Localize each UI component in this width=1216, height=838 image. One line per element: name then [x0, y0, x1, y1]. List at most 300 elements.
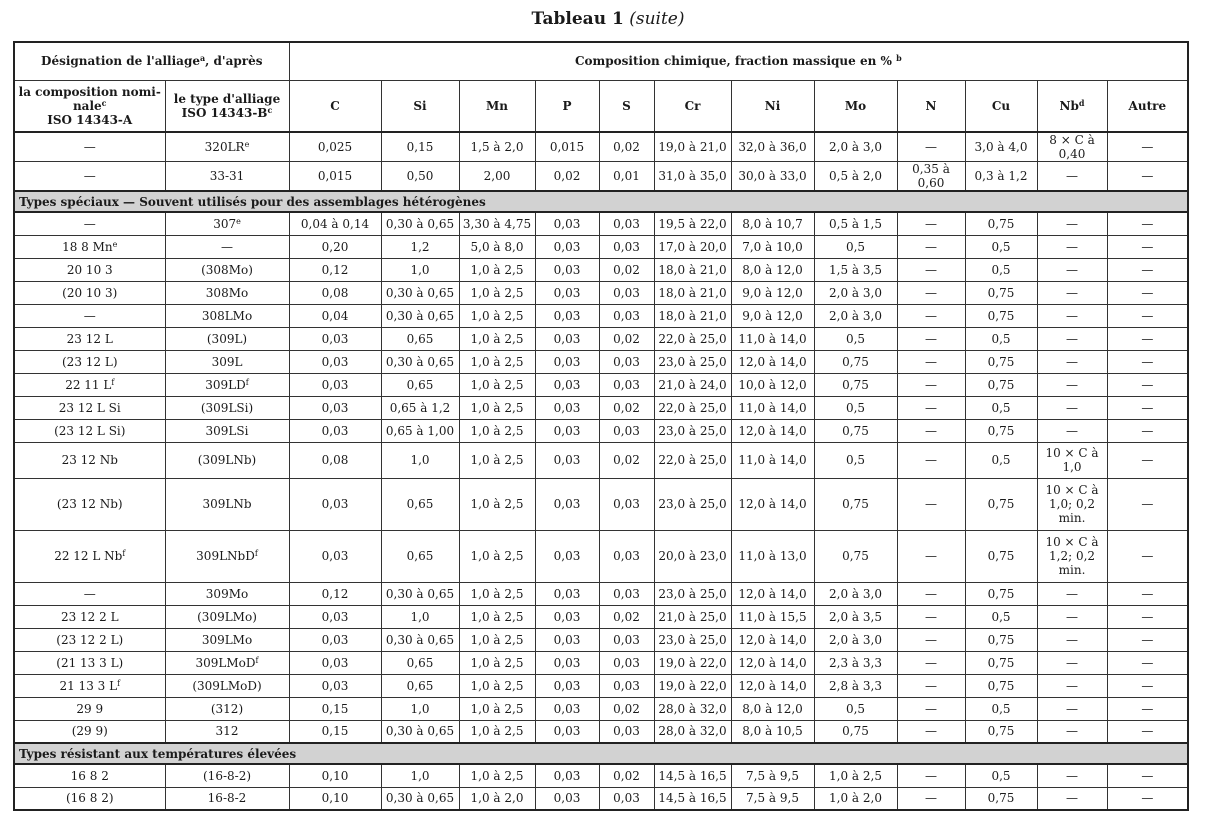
value-cell: —	[897, 304, 965, 327]
value-cell: 0,04 à 0,14	[289, 212, 381, 235]
value-cell: 0,75	[965, 281, 1037, 304]
value-cell: —	[897, 212, 965, 235]
value-cell: 0,5	[965, 235, 1037, 258]
value-cell: 1,0 à 2,5	[459, 674, 535, 697]
value-cell: —	[1037, 258, 1107, 281]
nominal-composition-cell: (23 12 L Si)	[14, 419, 165, 442]
value-cell: 8,0 à 10,5	[731, 720, 814, 743]
value-cell: 0,65 à 1,00	[381, 419, 459, 442]
value-cell: 1,0 à 2,5	[459, 281, 535, 304]
value-cell: 0,30 à 0,65	[381, 304, 459, 327]
value-cell: 0,04	[289, 304, 381, 327]
value-cell: —	[897, 350, 965, 373]
value-cell: 1,5 à 2,0	[459, 132, 535, 162]
value-cell: 1,0	[381, 764, 459, 787]
value-cell: 0,03	[289, 327, 381, 350]
value-cell: 23,0 à 25,0	[654, 628, 731, 651]
value-cell: 2,0 à 3,0	[814, 132, 897, 162]
designation-header: Désignation de l'alliage$^a$, d'après	[14, 42, 289, 80]
value-cell: —	[1037, 419, 1107, 442]
value-cell: —	[1037, 373, 1107, 396]
table-row	[14, 530, 1188, 582]
value-cell: 0,03	[535, 327, 599, 350]
value-cell: 0,75	[965, 212, 1037, 235]
value-cell: 11,0 à 14,0	[731, 396, 814, 419]
value-cell: —	[1037, 674, 1107, 697]
value-cell: 2,0 à 3,0	[814, 582, 897, 605]
value-cell: 0,03	[599, 478, 654, 530]
value-cell: 1,0 à 2,5	[459, 373, 535, 396]
value-cell: 0,01	[599, 162, 654, 192]
value-cell: 0,03	[535, 235, 599, 258]
value-cell: 0,03	[535, 674, 599, 697]
alloy-type-cell: (309L)	[165, 327, 289, 350]
value-cell: 0,03	[289, 478, 381, 530]
value-cell: 21,0 à 24,0	[654, 373, 731, 396]
value-cell: —	[897, 419, 965, 442]
value-cell: —	[1037, 162, 1107, 192]
value-cell: 1,0 à 2,5	[459, 419, 535, 442]
value-cell: 28,0 à 32,0	[654, 697, 731, 720]
value-cell: 0,75	[965, 419, 1037, 442]
value-cell: 7,5 à 9,5	[731, 764, 814, 787]
value-cell: 0,30 à 0,65	[381, 281, 459, 304]
alloy-type-cell: (309LMoD)	[165, 674, 289, 697]
value-cell: 9,0 à 12,0	[731, 281, 814, 304]
value-cell: 0,03	[599, 787, 654, 810]
value-cell: 8,0 à 12,0	[731, 258, 814, 281]
value-cell: 0,30 à 0,65	[381, 582, 459, 605]
value-cell: 19,0 à 22,0	[654, 674, 731, 697]
value-cell: —	[1107, 419, 1188, 442]
value-cell: 0,75	[965, 582, 1037, 605]
value-cell: 2,00	[459, 162, 535, 192]
value-cell: 8 × C à 0,40	[1037, 132, 1107, 162]
value-cell: 5,0 à 8,0	[459, 235, 535, 258]
value-cell: 12,0 à 14,0	[731, 350, 814, 373]
value-cell: 0,03	[535, 697, 599, 720]
value-cell: 0,03	[599, 651, 654, 674]
value-cell: 23,0 à 25,0	[654, 582, 731, 605]
value-cell: —	[897, 697, 965, 720]
table-row	[14, 212, 1188, 235]
value-cell: 0,03	[535, 350, 599, 373]
value-cell: 0,03	[599, 530, 654, 582]
value-cell: —	[1037, 396, 1107, 419]
nominal-composition-cell: 18 8 Mn$^e$	[14, 235, 165, 258]
value-cell: 1,2	[381, 235, 459, 258]
value-cell: 1,0	[381, 697, 459, 720]
alloy-type-cell: $320LR^e$	[165, 132, 289, 162]
table-row	[14, 373, 1188, 396]
value-cell: 0,03	[535, 304, 599, 327]
value-cell: 23,0 à 25,0	[654, 478, 731, 530]
value-cell: 22,0 à 25,0	[654, 327, 731, 350]
value-cell: 0,03	[535, 764, 599, 787]
value-cell: 1,0	[381, 605, 459, 628]
table-row	[14, 419, 1188, 442]
table-row	[14, 350, 1188, 373]
value-cell: 0,03	[599, 582, 654, 605]
value-cell: —	[897, 582, 965, 605]
nominal-composition-cell: (16 8 2)	[14, 787, 165, 810]
value-cell: 1,0 à 2,5	[459, 764, 535, 787]
alloy-type-cell: 309LSi	[165, 419, 289, 442]
value-cell: 1,0 à 2,5	[459, 350, 535, 373]
value-cell: 14,5 à 16,5	[654, 764, 731, 787]
alloy-type-cell: 308LMo	[165, 304, 289, 327]
value-cell: 7,5 à 9,5	[731, 787, 814, 810]
value-cell: 22,0 à 25,0	[654, 396, 731, 419]
value-cell: —	[1107, 373, 1188, 396]
value-cell: —	[1107, 350, 1188, 373]
element-header: Nb$^d$	[1037, 80, 1107, 132]
value-cell: 0,5	[965, 396, 1037, 419]
value-cell: —	[897, 396, 965, 419]
value-cell: —	[1037, 651, 1107, 674]
value-cell: —	[1107, 697, 1188, 720]
value-cell: 0,02	[535, 162, 599, 192]
alloy-type-cell: 312	[165, 720, 289, 743]
value-cell: —	[1037, 720, 1107, 743]
value-cell: 2,0 à 3,0	[814, 628, 897, 651]
value-cell: 0,75	[965, 478, 1037, 530]
nominal-composition-cell: 23 12 Nb	[14, 442, 165, 478]
value-cell: 1,0 à 2,5	[459, 530, 535, 582]
value-cell: 0,75	[965, 628, 1037, 651]
value-cell: 0,30 à 0,65	[381, 212, 459, 235]
value-cell: 10 × C à 1,0; 0,2 min.	[1037, 478, 1107, 530]
value-cell: 0,75	[814, 373, 897, 396]
value-cell: 0,02	[599, 442, 654, 478]
value-cell: —	[1107, 162, 1188, 192]
value-cell: —	[1037, 281, 1107, 304]
alloy-type-cell: 33-31	[165, 162, 289, 192]
value-cell: 1,5 à 3,5	[814, 258, 897, 281]
table-row	[14, 582, 1188, 605]
value-cell: —	[1037, 787, 1107, 810]
table-row	[14, 478, 1188, 530]
value-cell: —	[1107, 281, 1188, 304]
value-cell: —	[897, 373, 965, 396]
value-cell: 11,0 à 14,0	[731, 442, 814, 478]
value-cell: 0,03	[535, 396, 599, 419]
value-cell: 0,15	[289, 697, 381, 720]
value-cell: 0,03	[599, 235, 654, 258]
value-cell: 0,5	[965, 764, 1037, 787]
value-cell: 7,0 à 10,0	[731, 235, 814, 258]
value-cell: 0,65	[381, 478, 459, 530]
value-cell: 0,03	[535, 373, 599, 396]
table-row	[14, 697, 1188, 720]
value-cell: 1,0 à 2,0	[814, 787, 897, 810]
nominal-composition-cell: 22 11 $L^f$	[14, 373, 165, 396]
value-cell: 23,0 à 25,0	[654, 350, 731, 373]
alloy-type-cell: 308Mo	[165, 281, 289, 304]
value-cell: —	[1107, 530, 1188, 582]
value-cell: 1,0 à 2,5	[459, 442, 535, 478]
nominal-composition-cell: (21 13 3 L)	[14, 651, 165, 674]
value-cell: 0,15	[381, 132, 459, 162]
table-title-suffix: (suite)	[629, 9, 685, 29]
value-cell: 0,03	[535, 651, 599, 674]
value-cell: 17,0 à 20,0	[654, 235, 731, 258]
value-cell: 12,0 à 14,0	[731, 674, 814, 697]
element-header: C	[289, 80, 381, 132]
alloy-type-cell: (16-8-2)	[165, 764, 289, 787]
element-header: Cu	[965, 80, 1037, 132]
value-cell: —	[1107, 628, 1188, 651]
element-header: Si	[381, 80, 459, 132]
value-cell: 0,5	[965, 605, 1037, 628]
value-cell: 1,0 à 2,0	[459, 787, 535, 810]
nominal-composition-cell: —	[14, 212, 165, 235]
value-cell: 10 × C à 1,2; 0,2 min.	[1037, 530, 1107, 582]
value-cell: 0,015	[289, 162, 381, 192]
value-cell: 0,75	[965, 651, 1037, 674]
value-cell: 0,03	[289, 628, 381, 651]
element-header: Mo	[814, 80, 897, 132]
value-cell: 0,03	[535, 530, 599, 582]
value-cell: —	[897, 327, 965, 350]
value-cell: 12,0 à 14,0	[731, 419, 814, 442]
alloy-type-cell: 307e	[165, 212, 289, 235]
nominal-composition-cell: —	[14, 162, 165, 192]
element-header: Ni	[731, 80, 814, 132]
value-cell: 0,75	[965, 350, 1037, 373]
value-cell: 0,02	[599, 605, 654, 628]
nominal-composition-cell: 23 12 L	[14, 327, 165, 350]
value-cell: —	[1107, 582, 1188, 605]
value-cell: 0,75	[814, 350, 897, 373]
value-cell: 0,75	[814, 720, 897, 743]
alloy-type-cell: (308Mo)	[165, 258, 289, 281]
value-cell: —	[897, 258, 965, 281]
value-cell: 0,03	[289, 350, 381, 373]
value-cell: —	[1107, 235, 1188, 258]
value-cell: 19,0 à 22,0	[654, 651, 731, 674]
value-cell: 1,0 à 2,5	[459, 582, 535, 605]
value-cell: 0,03	[289, 396, 381, 419]
value-cell: 0,02	[599, 697, 654, 720]
table-row	[14, 162, 1188, 192]
value-cell: 0,65	[381, 373, 459, 396]
value-cell: 18,0 à 21,0	[654, 258, 731, 281]
value-cell: 0,03	[599, 419, 654, 442]
value-cell: 0,50	[381, 162, 459, 192]
value-cell: 0,02	[599, 396, 654, 419]
value-cell: 0,10	[289, 764, 381, 787]
value-cell: 0,5	[814, 327, 897, 350]
value-cell: 0,03	[535, 720, 599, 743]
table-row	[14, 628, 1188, 651]
value-cell: 0,65	[381, 327, 459, 350]
value-cell: 18,0 à 21,0	[654, 281, 731, 304]
value-cell: 28,0 à 32,0	[654, 720, 731, 743]
value-cell: 0,03	[289, 674, 381, 697]
table-row	[14, 605, 1188, 628]
value-cell: 14,5 à 16,5	[654, 787, 731, 810]
value-cell: 8,0 à 12,0	[731, 697, 814, 720]
value-cell: 0,5	[814, 235, 897, 258]
value-cell: 1,0 à 2,5	[459, 396, 535, 419]
value-cell: 0,03	[289, 605, 381, 628]
value-cell: 11,0 à 15,5	[731, 605, 814, 628]
value-cell: —	[897, 651, 965, 674]
value-cell: —	[1037, 350, 1107, 373]
value-cell: 0,03	[599, 674, 654, 697]
nominal-composition-cell: 21 13 3 $L^f$	[14, 674, 165, 697]
table-row	[14, 258, 1188, 281]
value-cell: —	[897, 132, 965, 162]
value-cell: 0,10	[289, 787, 381, 810]
value-cell: 1,0 à 2,5	[459, 628, 535, 651]
value-cell: 0,03	[535, 419, 599, 442]
alloy-type-cell: 309LNbD$^f$	[165, 530, 289, 582]
value-cell: —	[1037, 764, 1107, 787]
value-cell: 0,015	[535, 132, 599, 162]
value-cell: 12,0 à 14,0	[731, 628, 814, 651]
element-header: N	[897, 80, 965, 132]
alloy-type-cell: —	[165, 235, 289, 258]
nominal-composition-cell: 22 12 L Nb$^f$	[14, 530, 165, 582]
value-cell: 0,30 à 0,65	[381, 350, 459, 373]
value-cell: 0,75	[965, 304, 1037, 327]
value-cell: 0,03	[535, 628, 599, 651]
value-cell: 1,0 à 2,5	[459, 651, 535, 674]
value-cell: 0,02	[599, 132, 654, 162]
section-title: Types résistant aux températures élevées	[14, 743, 1188, 764]
section-title: Types spéciaux — Souvent utilisés pour des assemblages hétérogènes	[14, 191, 1188, 212]
value-cell: 8,0 à 10,7	[731, 212, 814, 235]
value-cell: 0,08	[289, 281, 381, 304]
value-cell: —	[1037, 235, 1107, 258]
value-cell: 0,03	[535, 787, 599, 810]
table-row	[14, 720, 1188, 743]
value-cell: —	[1037, 304, 1107, 327]
value-cell: 23,0 à 25,0	[654, 419, 731, 442]
nominal-composition-cell: (23 12 L)	[14, 350, 165, 373]
alloy-type-cell: (312)	[165, 697, 289, 720]
value-cell: 1,0 à 2,5	[459, 327, 535, 350]
value-cell: 31,0 à 35,0	[654, 162, 731, 192]
value-cell: 0,65	[381, 651, 459, 674]
value-cell: 0,75	[965, 787, 1037, 810]
value-cell: —	[1107, 212, 1188, 235]
value-cell: —	[1037, 327, 1107, 350]
table-row	[14, 327, 1188, 350]
table-row	[14, 651, 1188, 674]
value-cell: —	[1107, 478, 1188, 530]
section-row	[14, 191, 1188, 212]
alloy-type-header: le type d'alliage ISO $14343-B^c$	[165, 80, 289, 132]
nominal-composition-cell: 16 8 2	[14, 764, 165, 787]
value-cell: 0,5 à 2,0	[814, 162, 897, 192]
value-cell: 0,08	[289, 442, 381, 478]
value-cell: 10 × C à 1,0	[1037, 442, 1107, 478]
value-cell: 0,5	[965, 258, 1037, 281]
table-row	[14, 132, 1188, 162]
value-cell: 12,0 à 14,0	[731, 651, 814, 674]
value-cell: 32,0 à 36,0	[731, 132, 814, 162]
value-cell: 0,65	[381, 674, 459, 697]
value-cell: 1,0 à 2,5	[459, 605, 535, 628]
value-cell: 1,0	[381, 258, 459, 281]
value-cell: 0,03	[289, 651, 381, 674]
value-cell: —	[897, 674, 965, 697]
table-row	[14, 281, 1188, 304]
value-cell: 0,03	[599, 720, 654, 743]
value-cell: 30,0 à 33,0	[731, 162, 814, 192]
value-cell: 0,15	[289, 720, 381, 743]
value-cell: 0,5	[814, 442, 897, 478]
value-cell: 0,5	[814, 396, 897, 419]
value-cell: 0,12	[289, 582, 381, 605]
section-row	[14, 743, 1188, 764]
value-cell: 0,75	[814, 530, 897, 582]
value-cell: 0,03	[289, 530, 381, 582]
element-header: Autre	[1107, 80, 1188, 132]
alloy-type-cell: 309LNb	[165, 478, 289, 530]
value-cell: 0,65 à 1,2	[381, 396, 459, 419]
table-row	[14, 304, 1188, 327]
table-row	[14, 787, 1188, 810]
value-cell: 0,5	[965, 697, 1037, 720]
value-cell: —	[897, 764, 965, 787]
nominal-composition-cell: 20 10 3	[14, 258, 165, 281]
nominal-composition-cell: (29 9)	[14, 720, 165, 743]
value-cell: 9,0 à 12,0	[731, 304, 814, 327]
value-cell: 11,0 à 14,0	[731, 327, 814, 350]
value-cell: 0,03	[599, 628, 654, 651]
nominal-composition-cell: (20 10 3)	[14, 281, 165, 304]
value-cell: 2,0 à 3,0	[814, 304, 897, 327]
value-cell: 12,0 à 14,0	[731, 478, 814, 530]
nominal-composition-cell: 23 12 L Si	[14, 396, 165, 419]
value-cell: 1,0 à 2,5	[459, 304, 535, 327]
value-cell: 0,03	[599, 350, 654, 373]
value-cell: —	[897, 478, 965, 530]
alloy-type-cell: 309LMo	[165, 628, 289, 651]
value-cell: 0,5	[965, 327, 1037, 350]
value-cell: 19,0 à 21,0	[654, 132, 731, 162]
value-cell: 19,5 à 22,0	[654, 212, 731, 235]
nominal-composition-cell: —	[14, 304, 165, 327]
value-cell: —	[897, 530, 965, 582]
alloy-type-cell: (309LNb)	[165, 442, 289, 478]
composition-header: Composition chimique, fraction massique en % $^b$	[289, 42, 1188, 80]
value-cell: 0,03	[599, 373, 654, 396]
value-cell: —	[1107, 720, 1188, 743]
value-cell: 0,02	[599, 327, 654, 350]
value-cell: 0,3 à 1,2	[965, 162, 1037, 192]
value-cell: 0,03	[599, 281, 654, 304]
value-cell: 0,30 à 0,65	[381, 720, 459, 743]
value-cell: 0,03	[535, 281, 599, 304]
table-caption	[0, 9, 1216, 29]
table-row	[14, 396, 1188, 419]
value-cell: 1,0 à 2,5	[459, 258, 535, 281]
nominal-composition-header: la composition nomi-nale$^c$ ISO 14343-A	[14, 80, 165, 132]
element-header: S	[599, 80, 654, 132]
value-cell: 20,0 à 23,0	[654, 530, 731, 582]
alloy-type-cell: 309L	[165, 350, 289, 373]
value-cell: —	[1107, 605, 1188, 628]
value-cell: —	[1107, 442, 1188, 478]
value-cell: 1,0	[381, 442, 459, 478]
value-cell: 0,02	[599, 258, 654, 281]
value-cell: —	[1107, 258, 1188, 281]
